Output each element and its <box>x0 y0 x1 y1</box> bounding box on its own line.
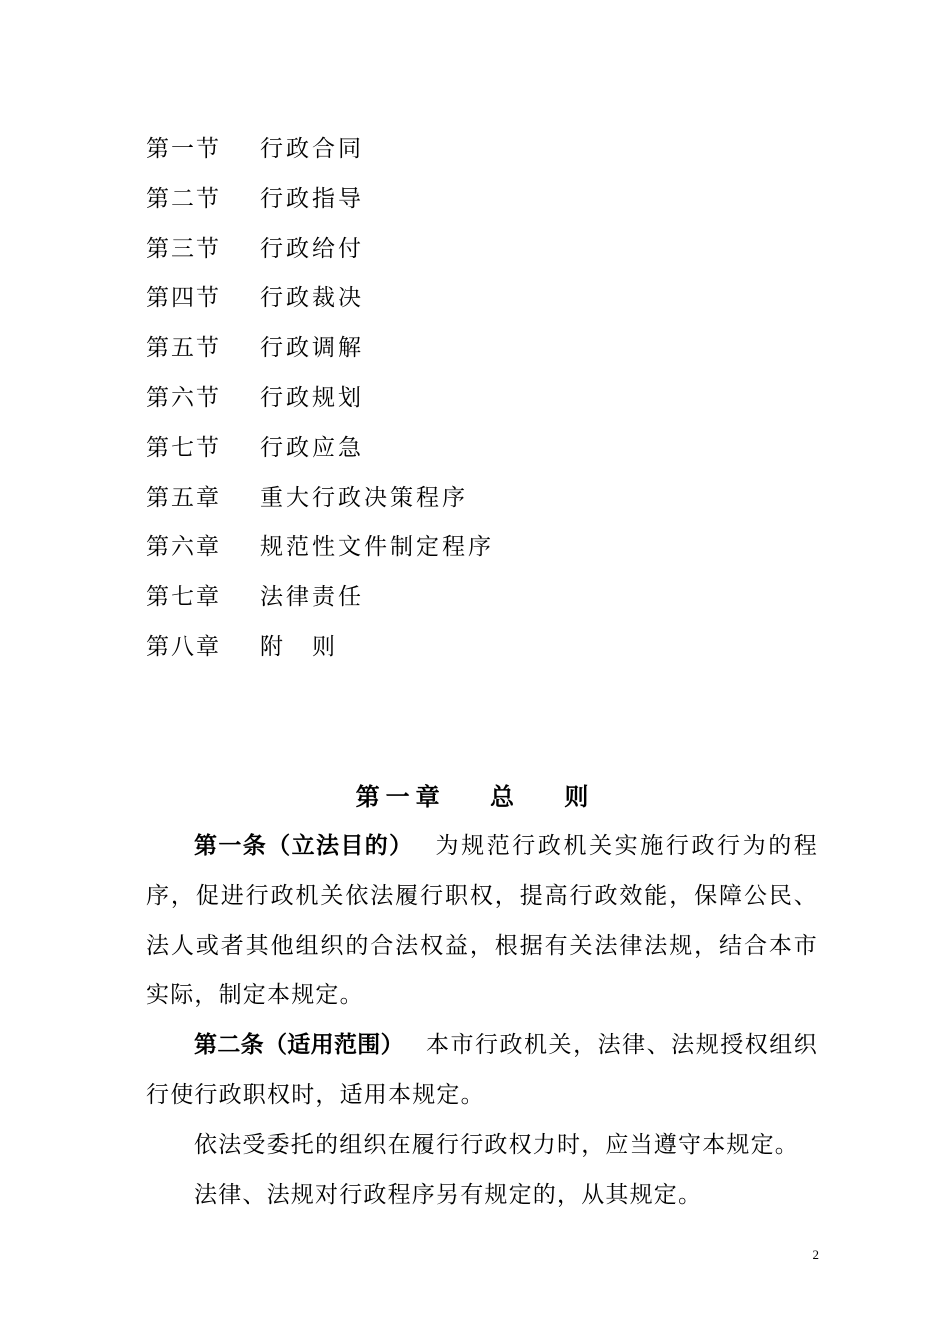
toc-entry-title: 行政调解 <box>260 335 364 362</box>
toc-entry-number: 第五节 <box>146 335 221 362</box>
toc-entry-number: 第二节 <box>146 185 221 212</box>
toc-entry <box>146 327 846 377</box>
toc-entry <box>146 526 846 576</box>
toc-entry-number: 第七章 <box>146 584 221 611</box>
toc-entry-title: 行政指导 <box>260 185 364 212</box>
toc-entry-number: 第三节 <box>146 235 221 262</box>
toc-entry <box>146 228 846 278</box>
toc-entry-title: 规范性文件制定程序 <box>260 534 494 561</box>
toc-entry <box>146 128 846 178</box>
body-paragraph: 依法受委托的组织在履行行政权力时，应当遵守本规定。 <box>194 1131 799 1158</box>
toc-entry <box>146 576 846 626</box>
page-number: 2 <box>812 1247 819 1262</box>
chapter-heading: 第一章 总 则 <box>355 782 595 811</box>
body-paragraph: 法律、法规对行政程序另有规定的，从其规定。 <box>194 1181 703 1208</box>
toc-entry-title: 行政合同 <box>260 136 364 162</box>
toc-entry-title: 重大行政决策程序 <box>260 484 468 511</box>
toc-entry-number: 第七节 <box>146 434 221 461</box>
toc-entry-title: 行政给付 <box>260 235 364 262</box>
toc-entry-number: 第八章 <box>146 633 221 660</box>
article-text: 本市行政机关，法律、法规授权组织行使行政职权时，适用本规定。 <box>146 1032 819 1108</box>
toc-entry <box>146 277 846 327</box>
toc-entry-number: 第四节 <box>146 285 221 312</box>
toc-entry-number: 第六章 <box>146 534 221 561</box>
toc-entry-title: 行政应急 <box>260 434 364 461</box>
toc-entry <box>146 178 846 228</box>
article-heading: 第二条（适用范围） <box>194 1032 404 1059</box>
toc-entry <box>146 427 846 477</box>
toc-entry-number: 第五章 <box>146 484 221 511</box>
toc-entry <box>146 626 846 676</box>
toc-entry <box>146 477 846 527</box>
toc-entry-title: 行政裁决 <box>260 285 364 312</box>
toc-entry-number: 第六节 <box>146 384 221 411</box>
toc-entry-number: 第一节 <box>146 136 221 162</box>
toc-entry-title: 附 则 <box>260 633 338 660</box>
article-paragraph <box>146 822 818 1021</box>
article-heading: 第一条（立法目的） <box>194 833 414 859</box>
article-paragraph <box>146 1021 818 1121</box>
toc-entry-title: 行政规划 <box>260 384 364 411</box>
document-body <box>146 822 818 1220</box>
article-text: 为规范行政机关实施行政行为的程序，促进行政机关依法履行职权，提高行政效能，保障公民、法人或者其他组织的合法权益，根据有关法律法规，结合本市实际，制定本规定。 <box>146 833 819 1009</box>
toc-entry-title: 法律责任 <box>260 584 364 611</box>
table-of-contents <box>146 128 846 676</box>
toc-entry <box>146 377 846 427</box>
